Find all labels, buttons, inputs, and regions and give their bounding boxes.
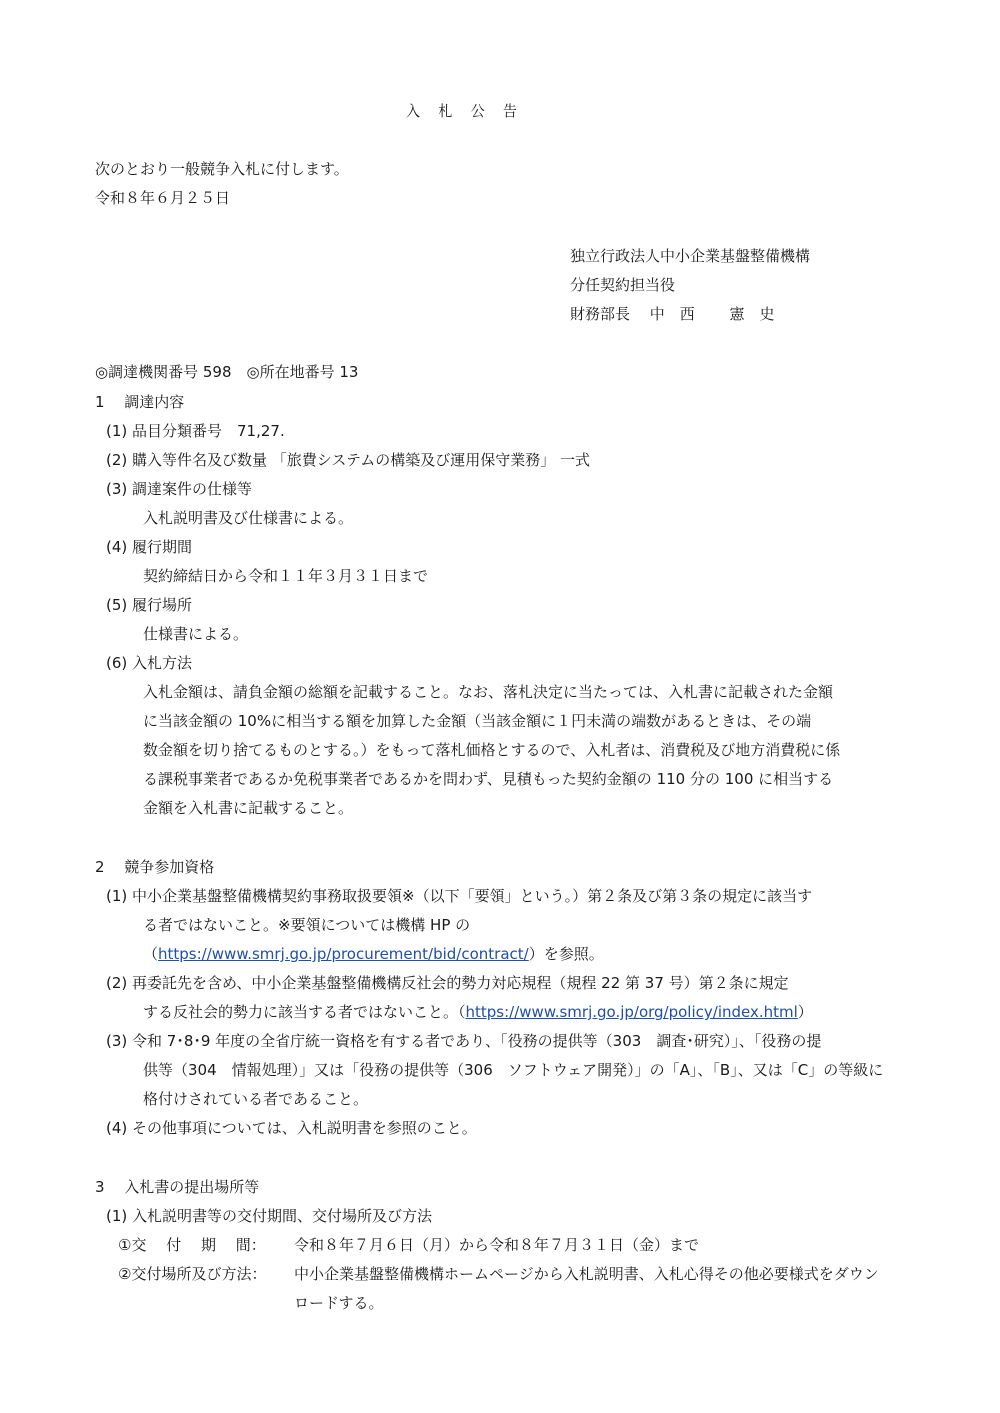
section-1-item-3: (3) 調達案件の仕様等 xyxy=(106,480,253,498)
link-suffix: ）を参照。 xyxy=(528,945,604,963)
section-2-item-1-line: る者ではないこと。※要領については機構 HP の xyxy=(143,916,471,934)
issuer-role: 分任契約担当役 xyxy=(570,276,676,294)
issuer-name: 財務部長 中 西 憲 史 xyxy=(570,305,775,323)
section-1-item-1: (1) 品目分類番号 71,27. xyxy=(106,422,285,440)
section-1-item-2: (2) 購入等件名及び数量 「旅費システムの構築及び運用保守業務」 一式 xyxy=(106,451,591,469)
paren-open: （ xyxy=(143,945,159,963)
paren-close: ） xyxy=(797,1003,813,1021)
section-2-item-1-link-line xyxy=(143,944,604,964)
section-1-item-6-line: 数金額を切り捨てるものとする。）をもって落札価格とするので、入札者は、消費税及び地方消費税に係 xyxy=(143,741,841,759)
section-3-heading: 3 入札書の提出場所等 xyxy=(95,1178,260,1196)
section-1-heading: 1 調達内容 xyxy=(95,393,185,411)
section-1-item-3-body: 入札説明書及び仕様書による。 xyxy=(143,509,354,527)
intro-text: 次のとおり一般競争入札に付します。 xyxy=(95,160,349,178)
section-2-item-3-line: 格付けされている者であること。 xyxy=(143,1090,369,1108)
section-1-item-5-body: 仕様書による。 xyxy=(143,625,249,643)
distribution-period-value: 令和８年７月６日（月）から令和８年７月３１日（金）まで xyxy=(294,1236,700,1254)
page-title: 入 札 公 告 xyxy=(406,102,524,120)
section-2-item-1: (1) 中小企業基盤整備機構契約事務取扱要領※（以下「要領」という。）第２条及び第３条の規定に該当す xyxy=(106,887,813,905)
contract-rules-link[interactable]: https://www.smrj.go.jp/procurement/bid/contract/ xyxy=(158,945,529,963)
announcement-date: 令和８年６月２５日 xyxy=(95,189,231,207)
distribution-method-value-line: ロードする。 xyxy=(294,1294,384,1312)
line-prefix: する反社会的勢力に該当する者ではないこと。（ xyxy=(143,1003,466,1021)
policy-link[interactable]: https://www.smrj.go.jp/org/policy/index.html xyxy=(465,1003,798,1021)
section-1-item-6-line: 入札金額は、請負金額の総額を記載すること。なお、落札決定に当たっては、入札書に記載された金額 xyxy=(143,683,834,701)
section-3-item-1: (1) 入札説明書等の交付期間、交付場所及び方法 xyxy=(106,1207,433,1225)
section-1-item-6-line: に当該金額の 10%に相当する額を加算した金額（当該金額に１円未満の端数があるときは、その端 xyxy=(143,712,812,730)
section-1-item-4-body: 契約締結日から令和１１年３月３１日まで xyxy=(143,567,429,585)
issuer-org: 独立行政法人中小企業基盤整備機構 xyxy=(570,247,811,265)
section-1-item-4: (4) 履行期間 xyxy=(106,538,193,556)
distribution-method-label: ②交付場所及び方法： xyxy=(118,1265,267,1283)
section-1-item-6: (6) 入札方法 xyxy=(106,654,193,672)
section-2-heading: 2 競争参加資格 xyxy=(95,858,215,876)
section-1-item-6-line: る課税事業者であるか免税事業者であるかを問わず、見積もった契約金額の 110 分の 100 に相当する xyxy=(143,770,834,788)
section-2-item-2-link-line xyxy=(143,1002,813,1022)
section-2-item-4: (4) その他事項については、入札説明書を参照のこと。 xyxy=(106,1119,477,1137)
section-2-item-3-line: 供等（304 情報処理）」又は「役務の提供等（306 ソフトウェア開発）」の「A」、「B」、又は「C」の等級に xyxy=(143,1061,884,1079)
section-1-item-6-line: 金額を入札書に記載すること。 xyxy=(143,799,354,817)
section-2-item-3: (3) 令和 7･8･9 年度の全省庁統一資格を有する者であり、「役務の提供等（303 調査･研究）」、「役務の提 xyxy=(106,1032,822,1050)
section-1-item-5: (5) 履行場所 xyxy=(106,596,193,614)
distribution-method-value: 中小企業基盤整備機構ホームページから入札説明書、入札心得その他必要様式をダウン xyxy=(294,1265,879,1283)
section-2-item-2: (2) 再委託先を含め、中小企業基盤整備機構反社会的勢力対応規程（規程 22 第 37 号）第２条に規定 xyxy=(106,974,789,992)
agency-codes: ◎調達機関番号 598 ◎所在地番号 13 xyxy=(95,363,359,381)
distribution-period-label: ①交 付 期 間： xyxy=(118,1236,266,1254)
